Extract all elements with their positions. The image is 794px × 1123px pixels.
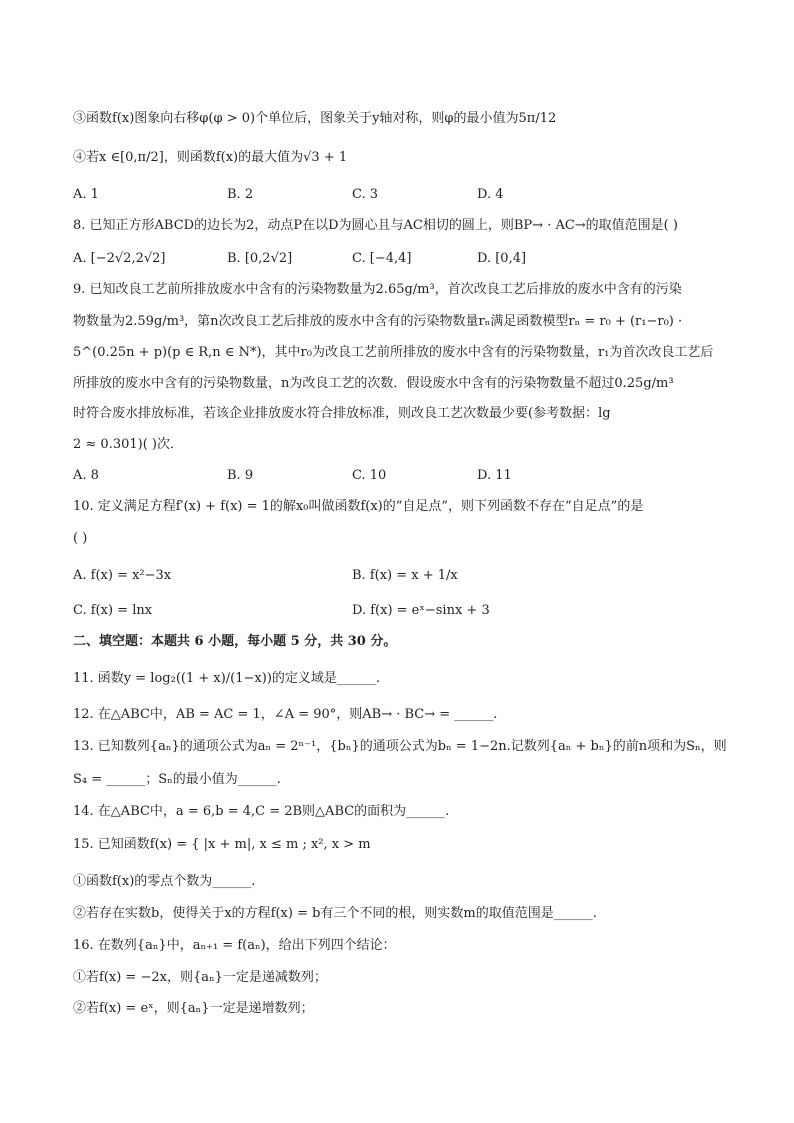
q9-option-d: D. 11 (477, 468, 512, 483)
q10-option-a: A. f(x) = x²−3x (73, 568, 172, 583)
q9-stem-line-1: 9. 已知改良工艺前所排放废水中含有的污染物数量为2.65g/m³，首次改良工艺后排放的废水中含有的污染 (73, 282, 682, 297)
q7-option-c: C. 3 (352, 187, 379, 202)
section-heading-fill-in: 二、填空题：本题共 6 小题，每小题 5 分，共 30 分。 (73, 634, 397, 649)
q9-option-c: C. 10 (352, 468, 387, 483)
q13-line-1: 13. 已知数列{aₙ}的通项公式为aₙ = 2ⁿ⁻¹，{bₙ}的通项公式为bₙ = 1−2n.记数列{aₙ + bₙ}的前n项和为Sₙ，则 (73, 739, 727, 754)
q15-part-1: ①函数f(x)的零点个数为______. (73, 874, 256, 889)
q7-statement-3: ③函数f(x)图象向右移φ(φ > 0)个单位后，图象关于y轴对称，则φ的最小值为5π/12 (73, 111, 557, 126)
q10-option-b: B. f(x) = x + 1/x (352, 568, 458, 583)
q16-stem: 16. 在数列{aₙ}中，aₙ₊₁ = f(aₙ)，给出下列四个结论： (73, 938, 396, 953)
q9-option-a: A. 8 (73, 468, 99, 483)
q12: 12. 在△ABC中，AB = AC = 1，∠A = 90°，则AB→ · BC→ = ______. (73, 707, 498, 722)
q16-statement-1: ①若f(x) = −2x，则{aₙ}一定是递减数列； (73, 970, 327, 985)
q13-line-2: S₄ = ______；Sₙ的最小值为______. (73, 772, 281, 787)
q16-statement-2: ②若f(x) = eˣ，则{aₙ}一定是递增数列； (73, 1001, 314, 1016)
q7-option-a: A. 1 (73, 187, 99, 202)
q10-option-d: D. f(x) = eˣ−sinx + 3 (352, 603, 490, 618)
q9-stem-line-2: 物数量为2.59g/m³，第n次改良工艺后排放的废水中含有的污染物数量rₙ满足函数模型rₙ = r₀ + (r₁−r₀) · (73, 314, 683, 329)
q9-stem-line-4: 所排放的废水中含有的污染物数量，n为改良工艺的次数．假设废水中含有的污染物数量不超过0.25g/m³ (73, 376, 674, 391)
q8-option-a: A. [−2√2,2√2] (73, 251, 166, 266)
q7-statement-4: ④若x ∈[0,π/2]，则函数f(x)的最大值为√3 + 1 (73, 150, 348, 165)
q14: 14. 在△ABC中，a = 6,b = 4,C = 2B则△ABC的面积为______. (73, 804, 450, 819)
q10-stem: 10. 定义满足方程f′(x) + f(x) = 1的解x₀叫做函数f(x)的“自足点”，则下列函数不存在“自足点”的是 (73, 499, 644, 514)
q10-option-c: C. f(x) = lnx (73, 603, 153, 618)
q15-stem: 15. 已知函数f(x) = { |x + m|, x ≤ m ; x², x > m (73, 837, 371, 852)
q8-stem: 8. 已知正方形ABCD的边长为2，动点P在以D为圆心且与AC相切的圆上，则BP→ · AC→的取值范围是( ) (73, 218, 678, 233)
q8-option-b: B. [0,2√2] (227, 251, 293, 266)
q8-option-d: D. [0,4] (477, 251, 527, 266)
q10-blank: ( ) (73, 531, 88, 546)
q8-option-c: C. [−4,4] (352, 251, 412, 266)
q11: 11. 函数y = log₂((1 + x)/(1−x))的定义域是______. (73, 671, 381, 686)
q7-option-b: B. 2 (227, 187, 254, 202)
q9-stem-line-6: 2 ≈ 0.301)( )次． (73, 437, 183, 452)
q9-stem-line-5: 时符合废水排放标准，若该企业排放废水符合排放标准，则改良工艺次数最少要(参考数据：lg (73, 406, 611, 421)
q9-stem-line-3: 5^(0.25n + p)(p ∈ R,n ∈ N*)，其中r₀为改良工艺前所排放的废水中含有的污染物数量，r₁为首次改良工艺后 (73, 345, 714, 360)
q7-option-d: D. 4 (477, 187, 504, 202)
q9-option-b: B. 9 (227, 468, 254, 483)
q15-part-2: ②若存在实数b，使得关于x的方程f(x) = b有三个不同的根，则实数m的取值范围是______. (73, 906, 597, 921)
